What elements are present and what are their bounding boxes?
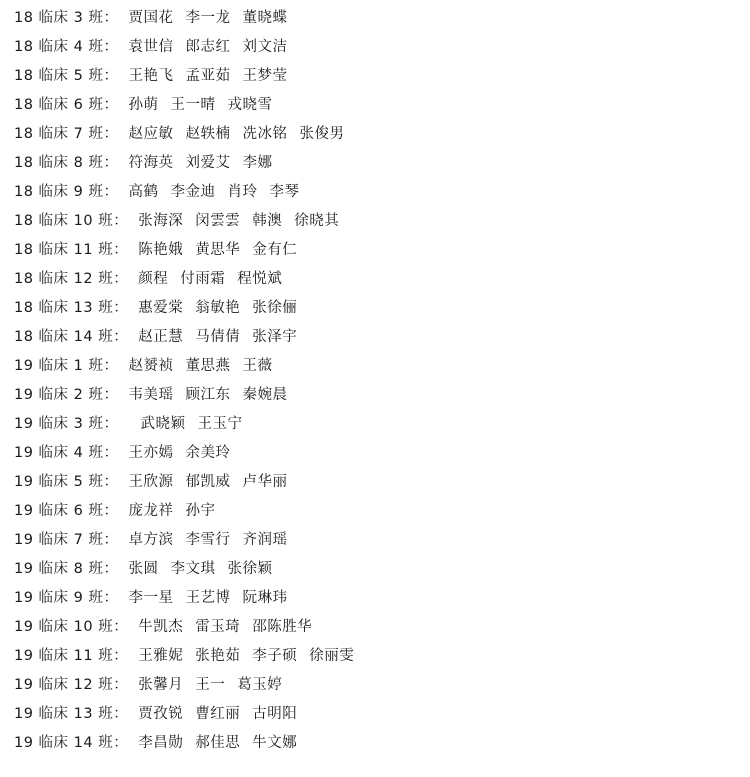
class-label: 19 临床 3 班： [14, 416, 119, 432]
student-name-list [138, 613, 312, 642]
student-name: 王梦莹 [242, 68, 288, 84]
student-name-list [129, 468, 288, 497]
student-name: 李昌勋 [138, 735, 184, 751]
student-name: 雷玉琦 [195, 619, 241, 635]
student-name: 高鹤 [128, 184, 159, 200]
student-name: 马倩倩 [195, 329, 241, 345]
roster-line [0, 700, 750, 729]
student-name: 卓方滨 [128, 532, 174, 548]
class-label: 19 临床 9 班： [14, 590, 119, 606]
student-name: 李文琪 [170, 561, 216, 577]
class-label: 18 临床 13 班： [14, 300, 129, 316]
student-name: 王雅妮 [138, 648, 184, 664]
roster-line [0, 294, 750, 323]
student-name-list [129, 62, 288, 91]
student-name: 孟亚茹 [185, 68, 231, 84]
student-name: 张徐俪 [252, 300, 298, 316]
student-name-list [129, 381, 288, 410]
student-name-list [129, 352, 273, 381]
roster-line [0, 120, 750, 149]
roster-line [0, 207, 750, 236]
student-name: 郁凯威 [185, 474, 231, 490]
roster-line [0, 555, 750, 584]
student-name: 闵雲雲 [195, 213, 241, 229]
student-name: 袁世信 [128, 39, 174, 55]
class-label: 18 临床 4 班： [14, 39, 119, 55]
class-label: 18 临床 5 班： [14, 68, 119, 84]
student-name: 王一晴 [170, 97, 216, 113]
roster-line [0, 4, 750, 33]
student-name-list [138, 642, 354, 671]
student-name-list [138, 323, 297, 352]
student-name: 武晓颖 [140, 416, 186, 432]
student-name-list [129, 439, 231, 468]
student-name: 邵陈胜华 [252, 619, 313, 635]
roster-line [0, 178, 750, 207]
roster-line [0, 91, 750, 120]
class-label: 19 临床 2 班： [14, 387, 119, 403]
student-name: 翁敏艳 [195, 300, 241, 316]
roster-line [0, 381, 750, 410]
student-name: 黄思华 [195, 242, 241, 258]
class-label: 18 临床 12 班： [14, 271, 129, 287]
class-label: 19 临床 8 班： [14, 561, 119, 577]
student-name: 戎晓雪 [227, 97, 273, 113]
student-name: 庞龙祥 [128, 503, 174, 519]
student-name: 徐丽雯 [309, 648, 355, 664]
student-name: 董思燕 [185, 358, 231, 374]
student-name: 赵正慧 [138, 329, 184, 345]
class-label: 18 临床 7 班： [14, 126, 119, 142]
student-name: 付雨霜 [180, 271, 226, 287]
roster-line [0, 33, 750, 62]
student-name: 郎志红 [185, 39, 231, 55]
student-name-list [141, 410, 243, 439]
student-name: 徐晓其 [294, 213, 340, 229]
student-name: 张艳茹 [195, 648, 241, 664]
roster-line [0, 410, 750, 439]
roster-line [0, 729, 750, 758]
student-name: 董晓蝶 [242, 10, 288, 26]
student-name: 王艺博 [185, 590, 231, 606]
class-label: 19 临床 10 班： [14, 619, 129, 635]
student-name: 顾江东 [185, 387, 231, 403]
student-name-list [138, 236, 297, 265]
class-label: 19 临床 5 班： [14, 474, 119, 490]
student-name: 李琴 [269, 184, 300, 200]
student-name: 符海英 [128, 155, 174, 171]
student-name: 颜程 [138, 271, 169, 287]
student-name: 张俊男 [299, 126, 345, 142]
student-name: 王一 [195, 677, 226, 693]
student-name: 牛文娜 [252, 735, 298, 751]
class-label: 19 临床 7 班： [14, 532, 119, 548]
class-label: 19 临床 4 班： [14, 445, 119, 461]
student-name: 余美玲 [185, 445, 231, 461]
student-name: 李娜 [242, 155, 273, 171]
student-name: 张圆 [128, 561, 159, 577]
student-name: 孙宇 [185, 503, 216, 519]
student-name-list [138, 294, 297, 323]
roster-line [0, 642, 750, 671]
class-label: 19 临床 12 班： [14, 677, 129, 693]
student-name: 张徐颖 [227, 561, 273, 577]
class-label: 19 临床 6 班： [14, 503, 119, 519]
roster-line [0, 468, 750, 497]
student-name-list [129, 584, 288, 613]
student-name-list [129, 91, 273, 120]
student-name: 王玉宁 [197, 416, 243, 432]
class-label: 18 临床 14 班： [14, 329, 129, 345]
student-name: 张泽宇 [252, 329, 298, 345]
student-name: 李子硕 [252, 648, 298, 664]
student-name: 程悦斌 [237, 271, 283, 287]
roster-line [0, 526, 750, 555]
class-label: 19 临床 1 班： [14, 358, 119, 374]
roster-line [0, 497, 750, 526]
student-name-list [138, 700, 297, 729]
student-name: 刘文洁 [242, 39, 288, 55]
roster-line [0, 439, 750, 468]
student-name-list [129, 526, 288, 555]
student-name: 齐润瑶 [242, 532, 288, 548]
student-name-list [129, 555, 273, 584]
class-label: 18 临床 11 班： [14, 242, 129, 258]
student-name-list [138, 671, 282, 700]
student-name-list [129, 4, 288, 33]
student-name: 冼冰铭 [242, 126, 288, 142]
student-name: 王亦嫣 [128, 445, 174, 461]
student-name: 张馨月 [138, 677, 184, 693]
class-label: 18 临床 10 班： [14, 213, 129, 229]
student-name: 刘爱艾 [185, 155, 231, 171]
student-name: 惠爱棠 [138, 300, 184, 316]
student-name: 阮琳玮 [242, 590, 288, 606]
student-name: 金有仁 [252, 242, 298, 258]
student-name: 王欣源 [128, 474, 174, 490]
student-name: 曹红丽 [195, 706, 241, 722]
student-name: 葛玉婷 [237, 677, 283, 693]
roster-line [0, 671, 750, 700]
roster-line [0, 323, 750, 352]
student-name: 王薇 [242, 358, 273, 374]
student-name: 肖玲 [227, 184, 258, 200]
student-name: 孙萌 [128, 97, 159, 113]
student-name: 郝佳思 [195, 735, 241, 751]
roster-line [0, 352, 750, 381]
student-name: 卢华丽 [242, 474, 288, 490]
class-label: 19 临床 11 班： [14, 648, 129, 664]
student-name-list [138, 265, 282, 294]
class-label: 18 临床 9 班： [14, 184, 119, 200]
student-name-list [129, 120, 345, 149]
student-name: 牛凯杰 [138, 619, 184, 635]
student-name: 李雪行 [185, 532, 231, 548]
student-name: 赵应敏 [128, 126, 174, 142]
student-name: 韦美瑶 [128, 387, 174, 403]
roster-line [0, 613, 750, 642]
class-label: 19 临床 13 班： [14, 706, 129, 722]
roster-line [0, 584, 750, 613]
student-name: 王艳飞 [128, 68, 174, 84]
student-name: 赵赟祯 [128, 358, 174, 374]
student-name: 秦婉晨 [242, 387, 288, 403]
student-name: 李金迪 [170, 184, 216, 200]
class-label: 18 临床 8 班： [14, 155, 119, 171]
student-name: 韩澳 [252, 213, 283, 229]
student-name-list [129, 33, 288, 62]
student-name: 贾孜锐 [138, 706, 184, 722]
student-name: 张海深 [138, 213, 184, 229]
roster-line [0, 62, 750, 91]
roster-line [0, 265, 750, 294]
student-name-list [129, 178, 300, 207]
student-name: 古明阳 [252, 706, 298, 722]
student-name: 李一龙 [185, 10, 231, 26]
class-label: 18 临床 3 班： [14, 10, 119, 26]
student-name: 贾国花 [128, 10, 174, 26]
student-name: 陈艳娥 [138, 242, 184, 258]
class-label: 18 临床 6 班： [14, 97, 119, 113]
student-name: 赵轶楠 [185, 126, 231, 142]
student-name-list [129, 149, 273, 178]
student-name-list [138, 207, 339, 236]
student-name: 李一星 [128, 590, 174, 606]
class-label: 19 临床 14 班： [14, 735, 129, 751]
roster-line [0, 149, 750, 178]
student-name-list [129, 497, 216, 526]
student-name-list [138, 729, 297, 758]
roster-line [0, 236, 750, 265]
